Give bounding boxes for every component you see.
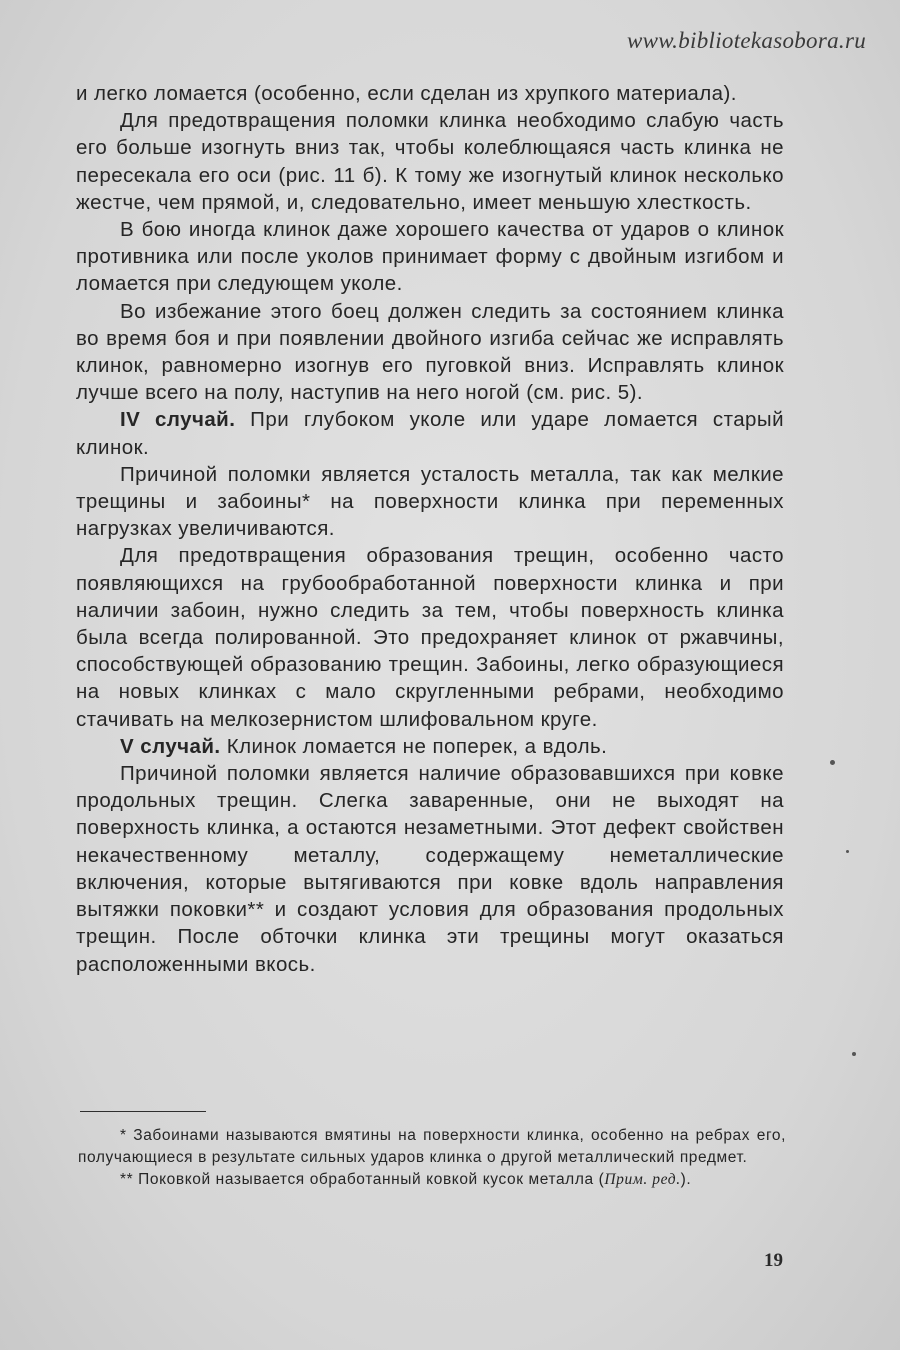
- paragraph: [76, 216, 784, 298]
- body-text: [76, 80, 784, 978]
- paragraph: [76, 107, 784, 216]
- watermark-url: www.bibliotekasobora.ru: [626, 28, 866, 53]
- paragraph-text: Для предотвращения поломки клинка необходимо слабую часть его больше изогнуть вниз так, чтобы колеблющаяся часть клинка не пересекала его оси (рис. 11 б). К тому же изогнутый клинок несколько жестче, чем прямой, и, следовательно, имеет меньшую хлесткость.: [76, 109, 784, 214]
- paragraph-text: Причиной поломки является усталость металла, так как мелкие трещины и забоины* на поверхности клинка при переменных нагрузках увеличиваются.: [76, 462, 784, 541]
- print-speck: [852, 1052, 856, 1056]
- paragraph-text: и легко ломается (особенно, если сделан из хрупкого материала).: [76, 82, 737, 105]
- paragraph-text: Для предотвращения образования трещин, особенно часто появляющихся на грубообработанной поверхности клинка и при наличии забоин, нужно следить за тем, чтобы поверхность клинка была всегда полированной. Это предохраняет клинок от ржавчины, способствующей образованию трещин. Забоины, легко образующиеся на новых клинках с мало скругленными ребрами, необходимо стачивать на мелкозернистом шлифовальном круге.: [76, 544, 784, 731]
- paragraph: [76, 298, 784, 407]
- footnote-text-end: ).: [680, 1171, 692, 1188]
- paragraph-text: При глубоком уколе или ударе ломается старый клинок.: [76, 408, 784, 459]
- footnote-2: [78, 1169, 786, 1191]
- editor-note: Прим. ред.: [604, 1171, 681, 1188]
- paragraph-text: Причиной поломки является наличие образовавшихся при ковке продольных трещин. Слегка заваренные, они не выходят на поверхность клинка, а остаются незаметными. Этот дефект свойствен некачественному металлу, содержащему неметаллические включения, которые вытягиваются при ковке вдоль направления вытяжки поковки** и создают условия для образования продольных трещин. После обточки клинка эти трещины могут оказаться расположенными вкось.: [76, 762, 784, 976]
- print-speck: [830, 760, 835, 765]
- paragraph: [76, 542, 784, 732]
- case-iv-label: IV случай.: [120, 408, 236, 432]
- footnote-divider: [80, 1111, 206, 1112]
- paragraph-case-iv: [76, 406, 784, 460]
- case-v-label: V случай.: [120, 734, 221, 758]
- footnote-text: * Забоинами называются вмятины на поверхности клинка, особенно на ребрах его, получающиеся в результате сильных ударов клинка о другой металлический предмет.: [78, 1127, 786, 1166]
- paragraph: [76, 461, 784, 543]
- footnote-text: ** Поковкой называется обработанный ковкой кусок металла (: [120, 1171, 605, 1188]
- print-speck: [846, 850, 849, 853]
- footnotes: [78, 1125, 786, 1191]
- paragraph-case-v: [76, 733, 784, 760]
- paragraph-text: Клинок ломается не поперек, а вдоль.: [220, 734, 608, 758]
- paragraph: [76, 760, 784, 978]
- paragraph-text: Во избежание этого боец должен следить за состоянием клинка во время боя и при появлении двойного изгиба сейчас же исправлять клинок, равномерно изогнув его пуговкой вниз. Исправлять клинок лучше всего на полу, наступив на него ногой (см. рис. 5).: [76, 299, 784, 405]
- footnote-1: [78, 1125, 786, 1169]
- page-number: 19: [764, 1250, 783, 1271]
- paragraph-continuation: [76, 80, 784, 107]
- paragraph-text: В бою иногда клинок даже хорошего качества от ударов о клинок противника или после уколов принимает форму с двойным изгибом и ломается при следующем уколе.: [76, 218, 784, 296]
